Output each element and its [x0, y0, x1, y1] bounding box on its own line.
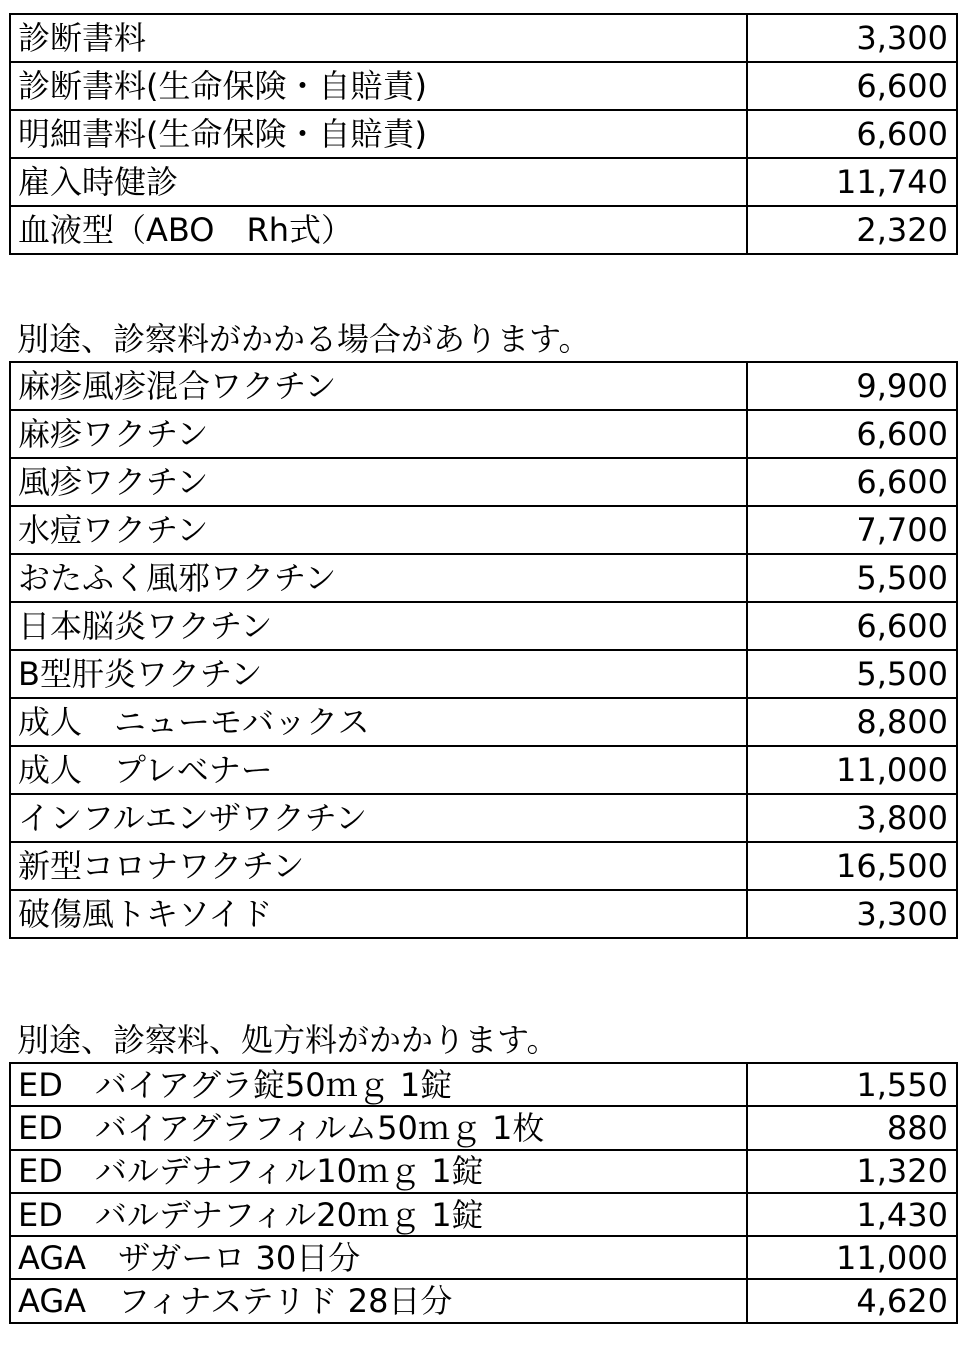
item-price: 8,800 [747, 698, 957, 746]
item-price: 2,320 [747, 206, 957, 254]
item-name: 明細書料(生命保険・自賠責) [10, 110, 747, 158]
item-name: 新型コロナワクチン [10, 842, 747, 890]
item-name: 成人 ニューモバックス [10, 698, 747, 746]
item-name: 風疹ワクチン [10, 458, 747, 506]
item-price: 6,600 [747, 458, 957, 506]
item-price: 9,900 [747, 362, 957, 410]
item-price: 16,500 [747, 842, 957, 890]
item-price: 1,430 [747, 1193, 957, 1236]
item-name: 麻疹風疹混合ワクチン [10, 362, 747, 410]
item-name: 成人 プレベナー [10, 746, 747, 794]
table-row [10, 698, 957, 746]
item-price: 3,300 [747, 890, 957, 938]
table-row [10, 110, 957, 158]
item-price: 5,500 [747, 650, 957, 698]
item-name: 破傷風トキソイド [10, 890, 747, 938]
item-name: インフルエンザワクチン [10, 794, 747, 842]
item-price: 11,000 [747, 1236, 957, 1279]
vaccine-fee-note: 別途、診察料がかかる場合があります。 [17, 320, 591, 358]
item-name: AGA ザガーロ 30日分 [10, 1236, 747, 1279]
item-name: 診断書料(生命保険・自賠責) [10, 62, 747, 110]
item-price: 5,500 [747, 554, 957, 602]
table-row [10, 506, 957, 554]
documents-price-table [9, 13, 958, 255]
item-price: 3,800 [747, 794, 957, 842]
item-price: 6,600 [747, 62, 957, 110]
item-price: 11,000 [747, 746, 957, 794]
table-row [10, 602, 957, 650]
table-row [10, 794, 957, 842]
item-price: 880 [747, 1106, 957, 1149]
table-row [10, 890, 957, 938]
table-row [10, 14, 957, 62]
table-row [10, 62, 957, 110]
table-row [10, 458, 957, 506]
item-name: 水痘ワクチン [10, 506, 747, 554]
table-row [10, 362, 957, 410]
item-name: 血液型（ABO Rh式） [10, 206, 747, 254]
table-row [10, 1193, 957, 1236]
table-row [10, 650, 957, 698]
item-name: ED バイアグラ錠50ｍｇ 1錠 [10, 1063, 747, 1106]
table-row [10, 1106, 957, 1149]
prescription-fee-note: 別途、診察料、処方料がかかります。 [17, 1021, 559, 1059]
item-price: 7,700 [747, 506, 957, 554]
item-name: 雇入時健診 [10, 158, 747, 206]
table-row [10, 554, 957, 602]
table-row [10, 1279, 957, 1322]
item-name: ED バルデナフィル10ｍｇ 1錠 [10, 1150, 747, 1193]
table-row [10, 1063, 957, 1106]
item-price: 1,550 [747, 1063, 957, 1106]
item-name: B型肝炎ワクチン [10, 650, 747, 698]
table-row [10, 410, 957, 458]
item-price: 1,320 [747, 1150, 957, 1193]
item-name: 麻疹ワクチン [10, 410, 747, 458]
item-price: 6,600 [747, 410, 957, 458]
item-price: 4,620 [747, 1279, 957, 1322]
item-name: おたふく風邪ワクチン [10, 554, 747, 602]
item-price: 6,600 [747, 110, 957, 158]
vaccine-price-table [9, 361, 958, 939]
table-row [10, 842, 957, 890]
item-name: ED バルデナフィル20ｍｇ 1錠 [10, 1193, 747, 1236]
prescription-price-table [9, 1062, 958, 1324]
item-name: AGA フィナステリド 28日分 [10, 1279, 747, 1322]
table-row [10, 206, 957, 254]
item-name: ED バイアグラフィルム50ｍｇ 1枚 [10, 1106, 747, 1149]
table-row [10, 1236, 957, 1279]
item-price: 6,600 [747, 602, 957, 650]
item-price: 11,740 [747, 158, 957, 206]
table-row [10, 746, 957, 794]
item-price: 3,300 [747, 14, 957, 62]
table-row [10, 1150, 957, 1193]
item-name: 診断書料 [10, 14, 747, 62]
item-name: 日本脳炎ワクチン [10, 602, 747, 650]
table-row [10, 158, 957, 206]
